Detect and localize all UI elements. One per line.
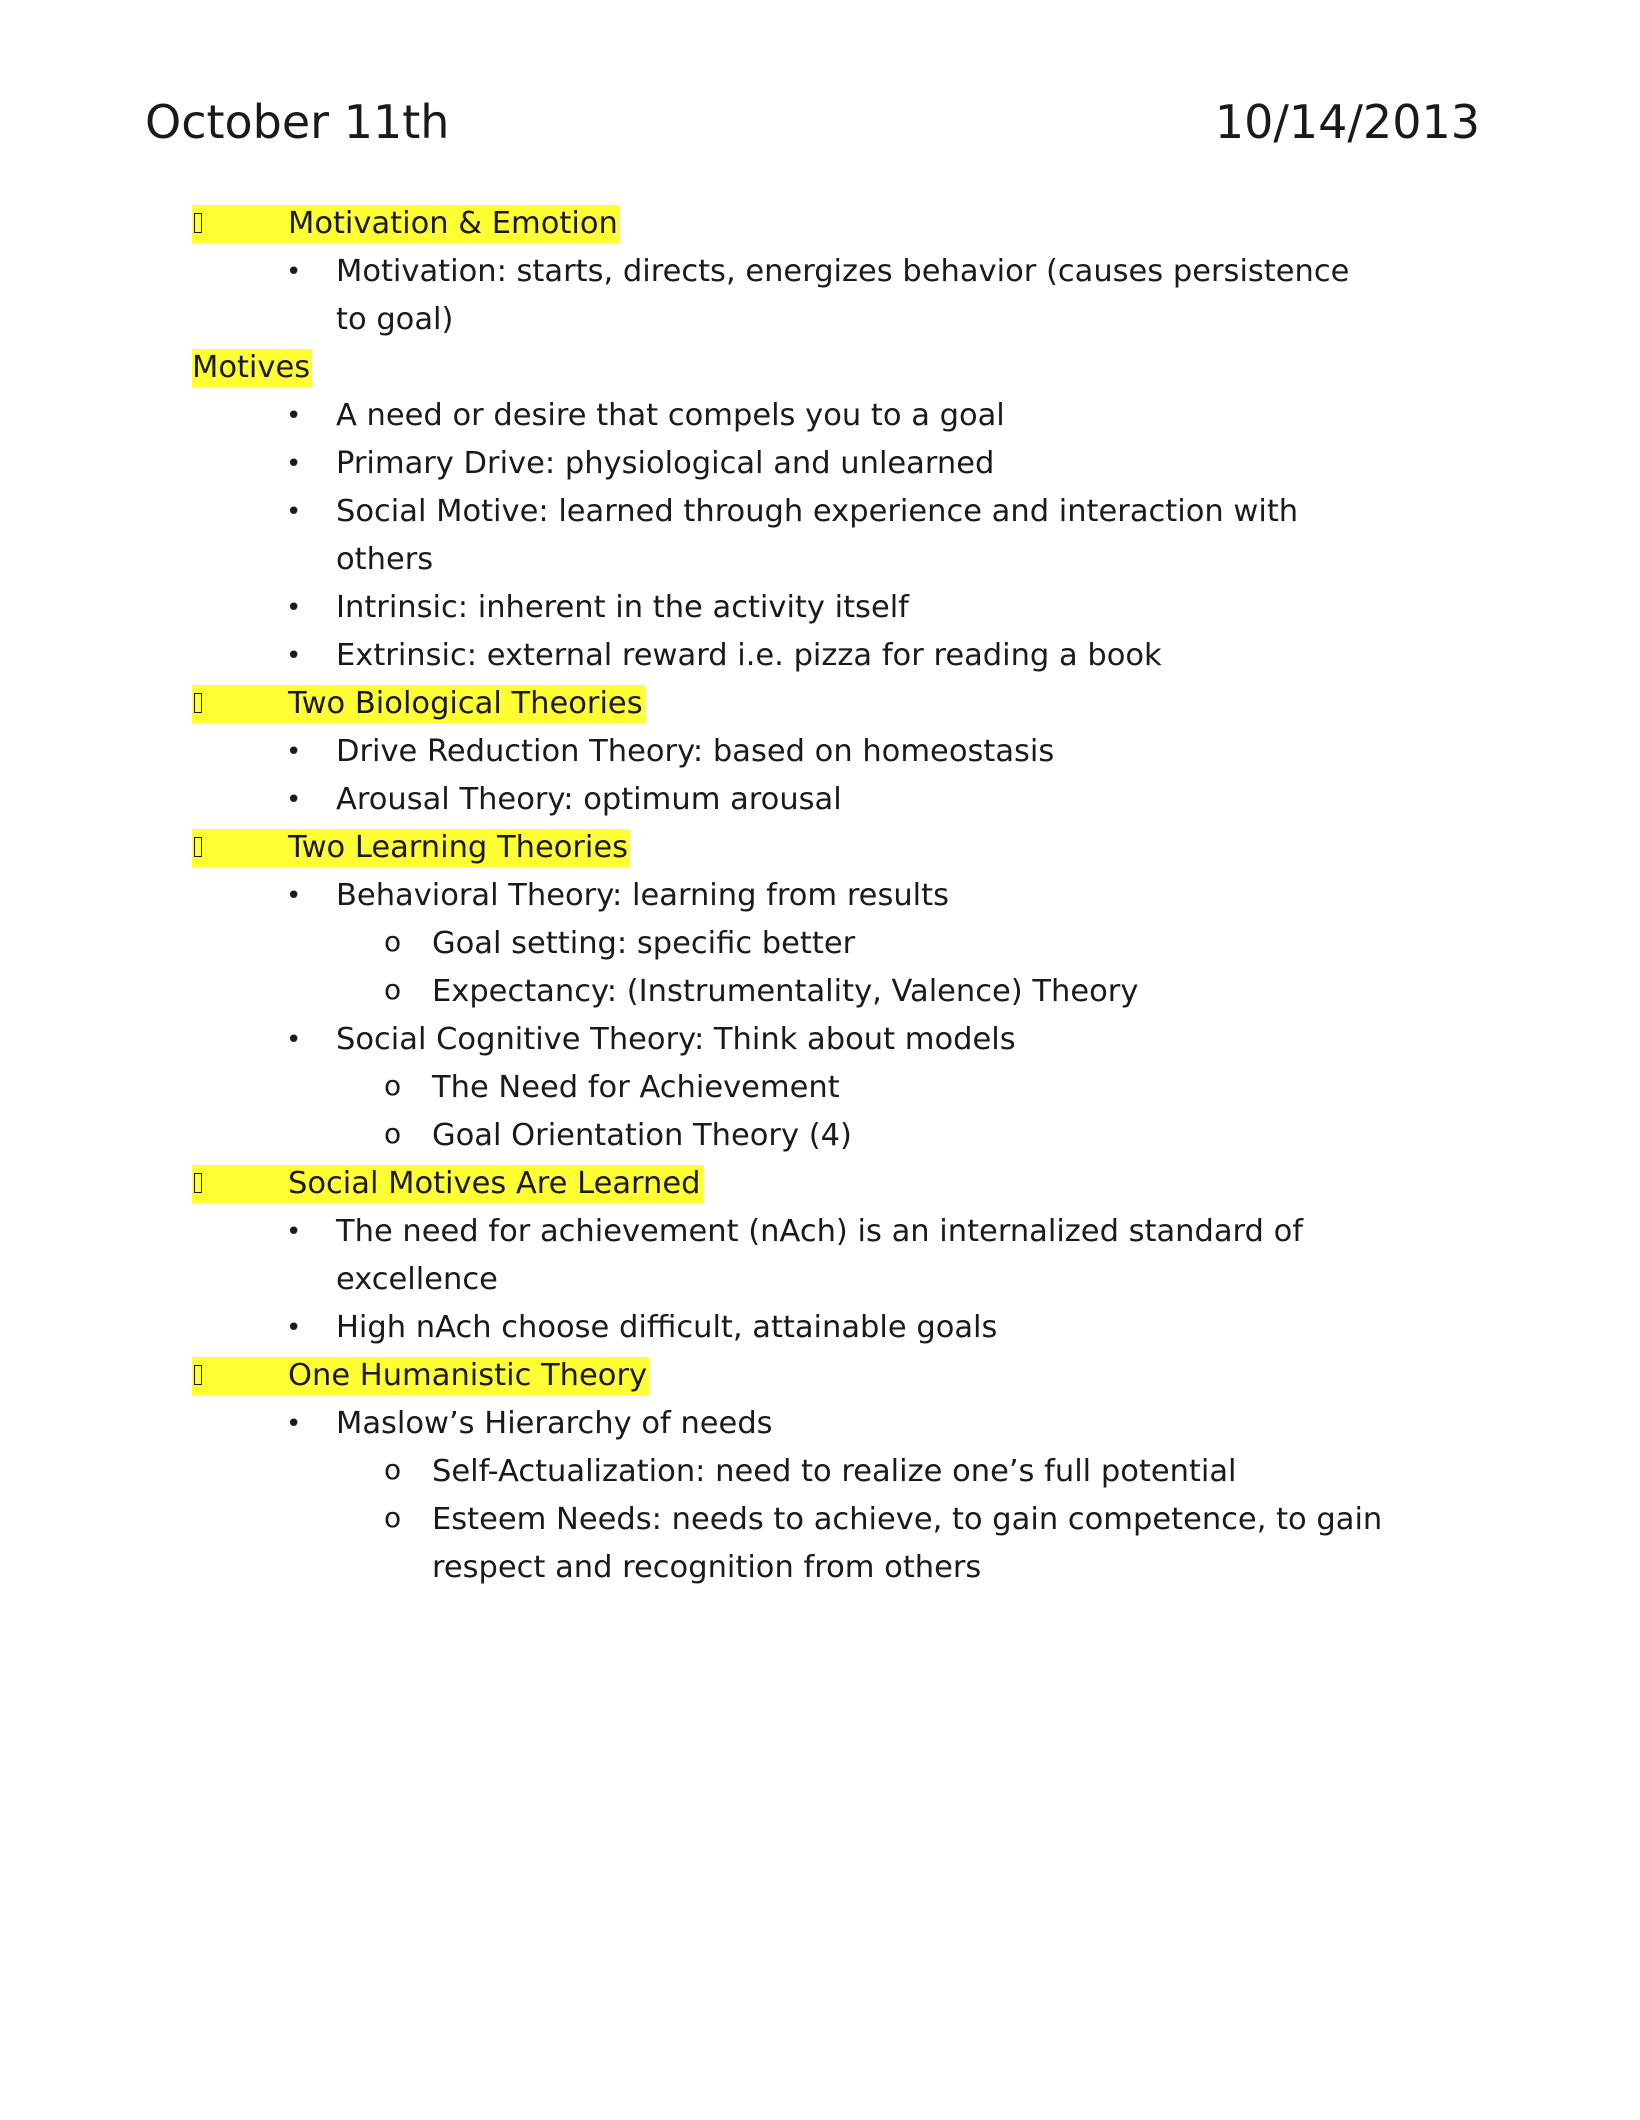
- bullet-icon: •: [286, 881, 302, 911]
- section-heading: [192, 824, 1492, 872]
- list-item: [192, 776, 1492, 824]
- list-item-text: Intrinsic: inherent in the activity itself: [336, 590, 909, 625]
- bullet-icon: •: [286, 497, 302, 527]
- heading-text: Motivation & Emotion: [288, 206, 618, 241]
- list-item: [192, 632, 1492, 680]
- circle-bullet-icon: o: [384, 973, 402, 1006]
- sub-list-item-text: The Need for Achievement: [432, 1070, 840, 1105]
- circle-bullet-icon: o: [384, 1501, 402, 1534]
- bullet-icon: •: [286, 1025, 302, 1055]
- missing-glyph-icon: [192, 1165, 288, 1203]
- circle-bullet-icon: o: [384, 1453, 402, 1486]
- circle-bullet-icon: o: [384, 1117, 402, 1150]
- list-item-text: Social Motive: learned through experience and interaction with: [336, 494, 1299, 529]
- list-item-text: Social Cognitive Theory: Think about models: [336, 1022, 1016, 1057]
- heading-text: One Humanistic Theory: [288, 1358, 648, 1393]
- list-item-text: Extrinsic: external reward i.e. pizza for reading a book: [336, 638, 1162, 673]
- sub-list-item-text: respect and recognition from others: [432, 1550, 982, 1585]
- sub-list-item: [192, 1064, 1492, 1112]
- bullet-icon: •: [286, 257, 302, 287]
- page-header: [145, 92, 1480, 162]
- sub-list-item-text: Self-Actualization: need to realize one’s full potential: [432, 1454, 1237, 1489]
- list-item-text: A need or desire that compels you to a goal: [336, 398, 1005, 433]
- sub-list-item-text: Goal Orientation Theory (4): [432, 1118, 852, 1153]
- list-item-continuation: [192, 1256, 1492, 1304]
- sub-list-item-continuation: [192, 1544, 1492, 1592]
- sub-list-item: [192, 1112, 1492, 1160]
- bullet-icon: •: [286, 1313, 302, 1343]
- sub-list-item-text: Esteem Needs: needs to achieve, to gain competence, to gain: [432, 1502, 1383, 1537]
- list-item-text: to goal): [336, 302, 454, 337]
- missing-glyph-icon: [192, 685, 288, 723]
- circle-bullet-icon: o: [384, 1069, 402, 1102]
- section-heading: [192, 200, 1492, 248]
- list-item: [192, 1400, 1492, 1448]
- list-item: [192, 248, 1492, 296]
- bullet-icon: •: [286, 401, 302, 431]
- section-heading: [192, 1352, 1492, 1400]
- section-heading: [192, 680, 1492, 728]
- list-item: [192, 392, 1492, 440]
- list-item-text: The need for achievement (nAch) is an internalized standard of: [336, 1214, 1304, 1249]
- bullet-icon: •: [286, 737, 302, 767]
- missing-glyph-icon: [192, 1357, 288, 1395]
- bullet-icon: •: [286, 593, 302, 623]
- list-item-text: excellence: [336, 1262, 498, 1297]
- list-item: [192, 488, 1492, 536]
- sub-list-item: [192, 1448, 1492, 1496]
- list-item: [192, 872, 1492, 920]
- page-title: October 11th: [145, 95, 450, 149]
- section-heading: [192, 1160, 1492, 1208]
- heading-text: Two Biological Theories: [288, 686, 643, 721]
- list-item-text: Arousal Theory: optimum arousal: [336, 782, 842, 817]
- heading-text: Social Motives Are Learned: [288, 1166, 701, 1201]
- bullet-icon: •: [286, 1217, 302, 1247]
- list-item-text: High nAch choose difficult, attainable goals: [336, 1310, 998, 1345]
- sub-list-item: [192, 1496, 1492, 1544]
- bullet-icon: •: [286, 641, 302, 671]
- list-item-text: Drive Reduction Theory: based on homeostasis: [336, 734, 1055, 769]
- notes-content: [192, 200, 1492, 1592]
- list-item: [192, 1304, 1492, 1352]
- bullet-icon: •: [286, 785, 302, 815]
- sub-list-item: [192, 920, 1492, 968]
- section-heading: [192, 344, 1492, 392]
- missing-glyph-icon: [192, 205, 288, 243]
- sub-list-item-text: Goal setting: specific better: [432, 926, 856, 961]
- list-item: [192, 728, 1492, 776]
- list-item-text: Maslow’s Hierarchy of needs: [336, 1406, 773, 1441]
- list-item-text: others: [336, 542, 434, 577]
- list-item-continuation: [192, 296, 1492, 344]
- list-item-text: Primary Drive: physiological and unlearned: [336, 446, 995, 481]
- sub-list-item: [192, 968, 1492, 1016]
- list-item-continuation: [192, 536, 1492, 584]
- missing-glyph-icon: [192, 829, 288, 867]
- list-item: [192, 1016, 1492, 1064]
- list-item: [192, 1208, 1492, 1256]
- bullet-icon: •: [286, 449, 302, 479]
- heading-text: Motives: [192, 350, 311, 385]
- heading-text: Two Learning Theories: [288, 830, 629, 865]
- list-item-text: Motivation: starts, directs, energizes behavior (causes persistence: [336, 254, 1350, 289]
- list-item-text: Behavioral Theory: learning from results: [336, 878, 949, 913]
- list-item: [192, 584, 1492, 632]
- sub-list-item-text: Expectancy: (Instrumentality, Valence) Theory: [432, 974, 1139, 1009]
- circle-bullet-icon: o: [384, 925, 402, 958]
- list-item: [192, 440, 1492, 488]
- bullet-icon: •: [286, 1409, 302, 1439]
- page-date: 10/14/2013: [1214, 95, 1480, 149]
